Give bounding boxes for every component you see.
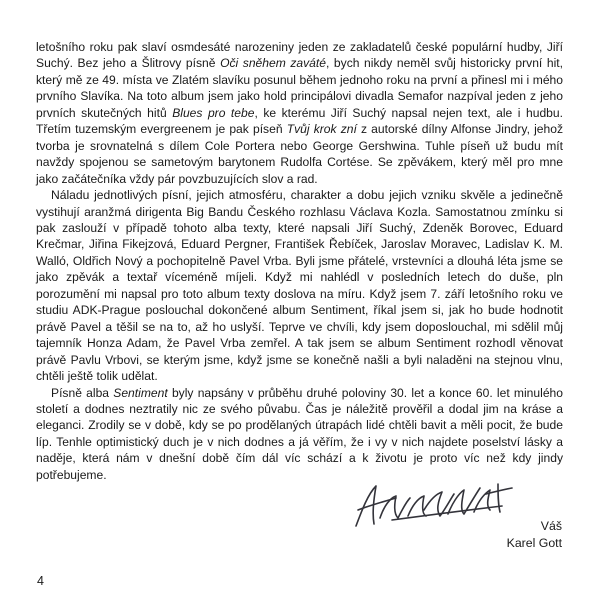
italic-title: Blues pro tebe (172, 105, 255, 120)
text-run: letošního roku pak slaví osmdesáté narozeniny jeden ze zakladatelů české populární hudby, Jiří Suchý. Bez jeho a Šlitrovy písně (36, 40, 563, 71)
italic-title: Sentiment (113, 385, 168, 400)
paragraph-songs (36, 385, 563, 484)
author-name: Karel Gott (506, 535, 562, 550)
closing (507, 518, 562, 551)
italic-title: Tvůj krok zní (286, 122, 357, 137)
paragraph-credits (36, 187, 563, 384)
text-run: Náladu jednotlivých písní, jejich atmosféru, charakter a dobu jejich vzniku skvěle a jedinečně vystihují aranžmá dirigenta Big Bandu Českého rozhlasu Václava Kozla. Samostatnou zmínku si pak zaslouží v případě tohoto alba texty, které napsali Jiří Suchý, Zdeněk Borovec, Eduard Krečmar, Jiřina Fikejzová, Eduard Pergner, František Řebíček, Jaroslav Moravec, Ladislav K. M. Walló, Oldřich Nový a pochopitelně Pavel Vrba. Byli jsme přátelé, vrstevníci a dlouhá léta jsme se jako zpěvák a textař víceméně míjeli. Když mi nahlédl v posledních letech do duše, pln porozumění mi napsal pro toto album texty doslova na míru. Když jsem 7. září letošního roku ve studiu ADK-Prague poslouchal dokončené album Sentiment, říkal jsem si, jak ho bude hodnotit právě Pavel a těšil se na to, až ho uslyší. Teprve ve chvíli, kdy jsem doposlouchal, mi sdělil můj tajemník Honza Adam, že Pavel Vrba zemřel. A tak jsem se album Sentiment rozhodl věnovat právě Pavlu Vrbovi, se kterým jsme, když jsme se konečně našli a byli naladěni na stejnou vlnu, chtěli ještě tolik udělat. (36, 188, 563, 384)
text-run: , bych nikdy neměl svůj historicky první hit, který mě ze 49. místa ve Zlatém slavíku posunul během jednoho roku na první a přinesl mi i mého prvního Slavíka. Na toto album jsem jako hold principálovi divadla Semafor nazpíval jeden z jeho prvních skutečných hitů (36, 56, 563, 120)
text-run: z autorské dílny Alfonse Jindry, jehož tvorba je srovnatelná s dílem Cole Portera nebo George Gershwina. Tuhle píseň už budu mít navždy spojenou se sametovým barytonem Rudolfa Cortése. Se zpěvákem, který měl pro mne jako začátečníka vždy pár povzbuzujících slov a rad. (36, 122, 563, 186)
signature-icon (352, 480, 520, 530)
text-run: Písně alba (51, 385, 114, 400)
text-run: , ke kterému Jiří Suchý napsal nejen text, ale i hudbu. Třetím tuzemským evergreenem je pak píseň (36, 105, 563, 137)
page-number: 4 (37, 574, 44, 588)
paragraph-history (36, 39, 563, 187)
salutation: Váš (540, 519, 562, 533)
text-run: byly napsány v průběhu druhé poloviny 30. let a konce 60. let minulého století a dodnes neztratily nic ze svého půvabu. Čas je náležitě prověřil a dodal jim na kráse a eleganci. Zrodily se v době, kdy se po prodělaných útrapách lidé chtěli bavit a měli pocit, že bude líp. Tenhle optimistický duch je v nich dodnes a já věřím, že i vy v nich najdete poselství lásky a naděje, která nám v dnešní době čím dál víc schází a k životu je proto víc než kdy jindy potřebujeme. (36, 385, 563, 482)
italic-title: Oči sněhem zaváté (220, 56, 326, 71)
body-text (36, 39, 563, 483)
